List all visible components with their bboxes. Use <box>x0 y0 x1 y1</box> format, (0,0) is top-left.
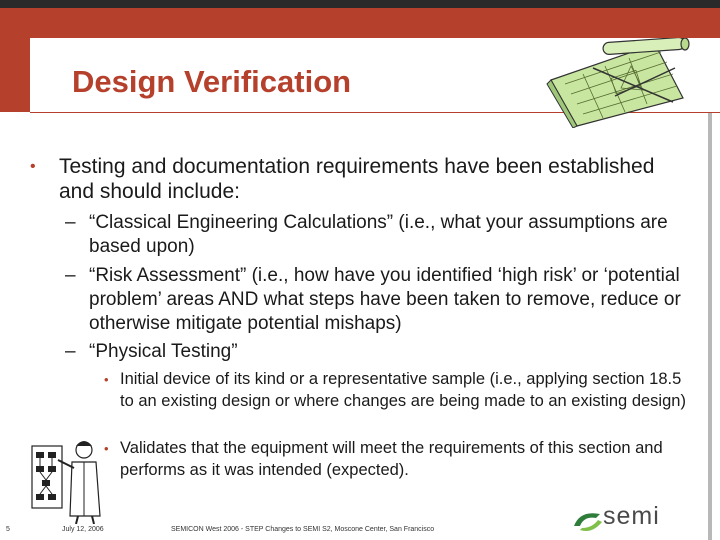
subbullet-text: Validates that the equipment will meet the requirements of this section and performs as it was intended (expected). <box>120 439 663 479</box>
right-vertical-line <box>708 113 712 540</box>
dash-text: “Physical Testing” <box>89 341 238 362</box>
bullet-marker: • <box>30 158 36 175</box>
header-red-bar <box>0 8 720 38</box>
dash-marker: – <box>65 212 76 233</box>
page-number: 5 <box>6 526 10 533</box>
footer-date: July 12, 2006 <box>62 526 104 533</box>
slide-title: Design Verification <box>72 64 352 99</box>
blueprint-roll-icon <box>543 38 691 128</box>
footer-event: SEMICON West 2006 - STEP Changes to SEMI S2, Moscone Center, San Francisco <box>171 526 435 533</box>
subbullet-marker: • <box>104 372 109 387</box>
subbullet-text: Initial device of its kind or a representative sample (i.e., applying section 18.5 to an existing design or where changes are being made to an existing design) <box>120 370 686 410</box>
top-dark-band <box>0 0 720 8</box>
dash-marker: – <box>65 265 76 286</box>
header-red-side <box>0 8 30 112</box>
presenter-with-flowchart-icon <box>28 432 112 524</box>
dash-text: “Classical Engineering Calculations” (i.e., what your assumptions are based upon) <box>89 212 668 257</box>
dash-text: “Risk Assessment” (i.e., how have you identified ‘high risk’ or ‘potential problem’ areas AND what steps have been taken to remove, reduce or otherwise mitigate potential mishaps) <box>89 265 681 334</box>
dash-marker: – <box>65 341 76 362</box>
bullet-text: Testing and documentation requirements have been established and should include: <box>59 155 655 203</box>
logo-text: semi <box>603 502 660 530</box>
subbullet-marker: • <box>104 441 109 456</box>
